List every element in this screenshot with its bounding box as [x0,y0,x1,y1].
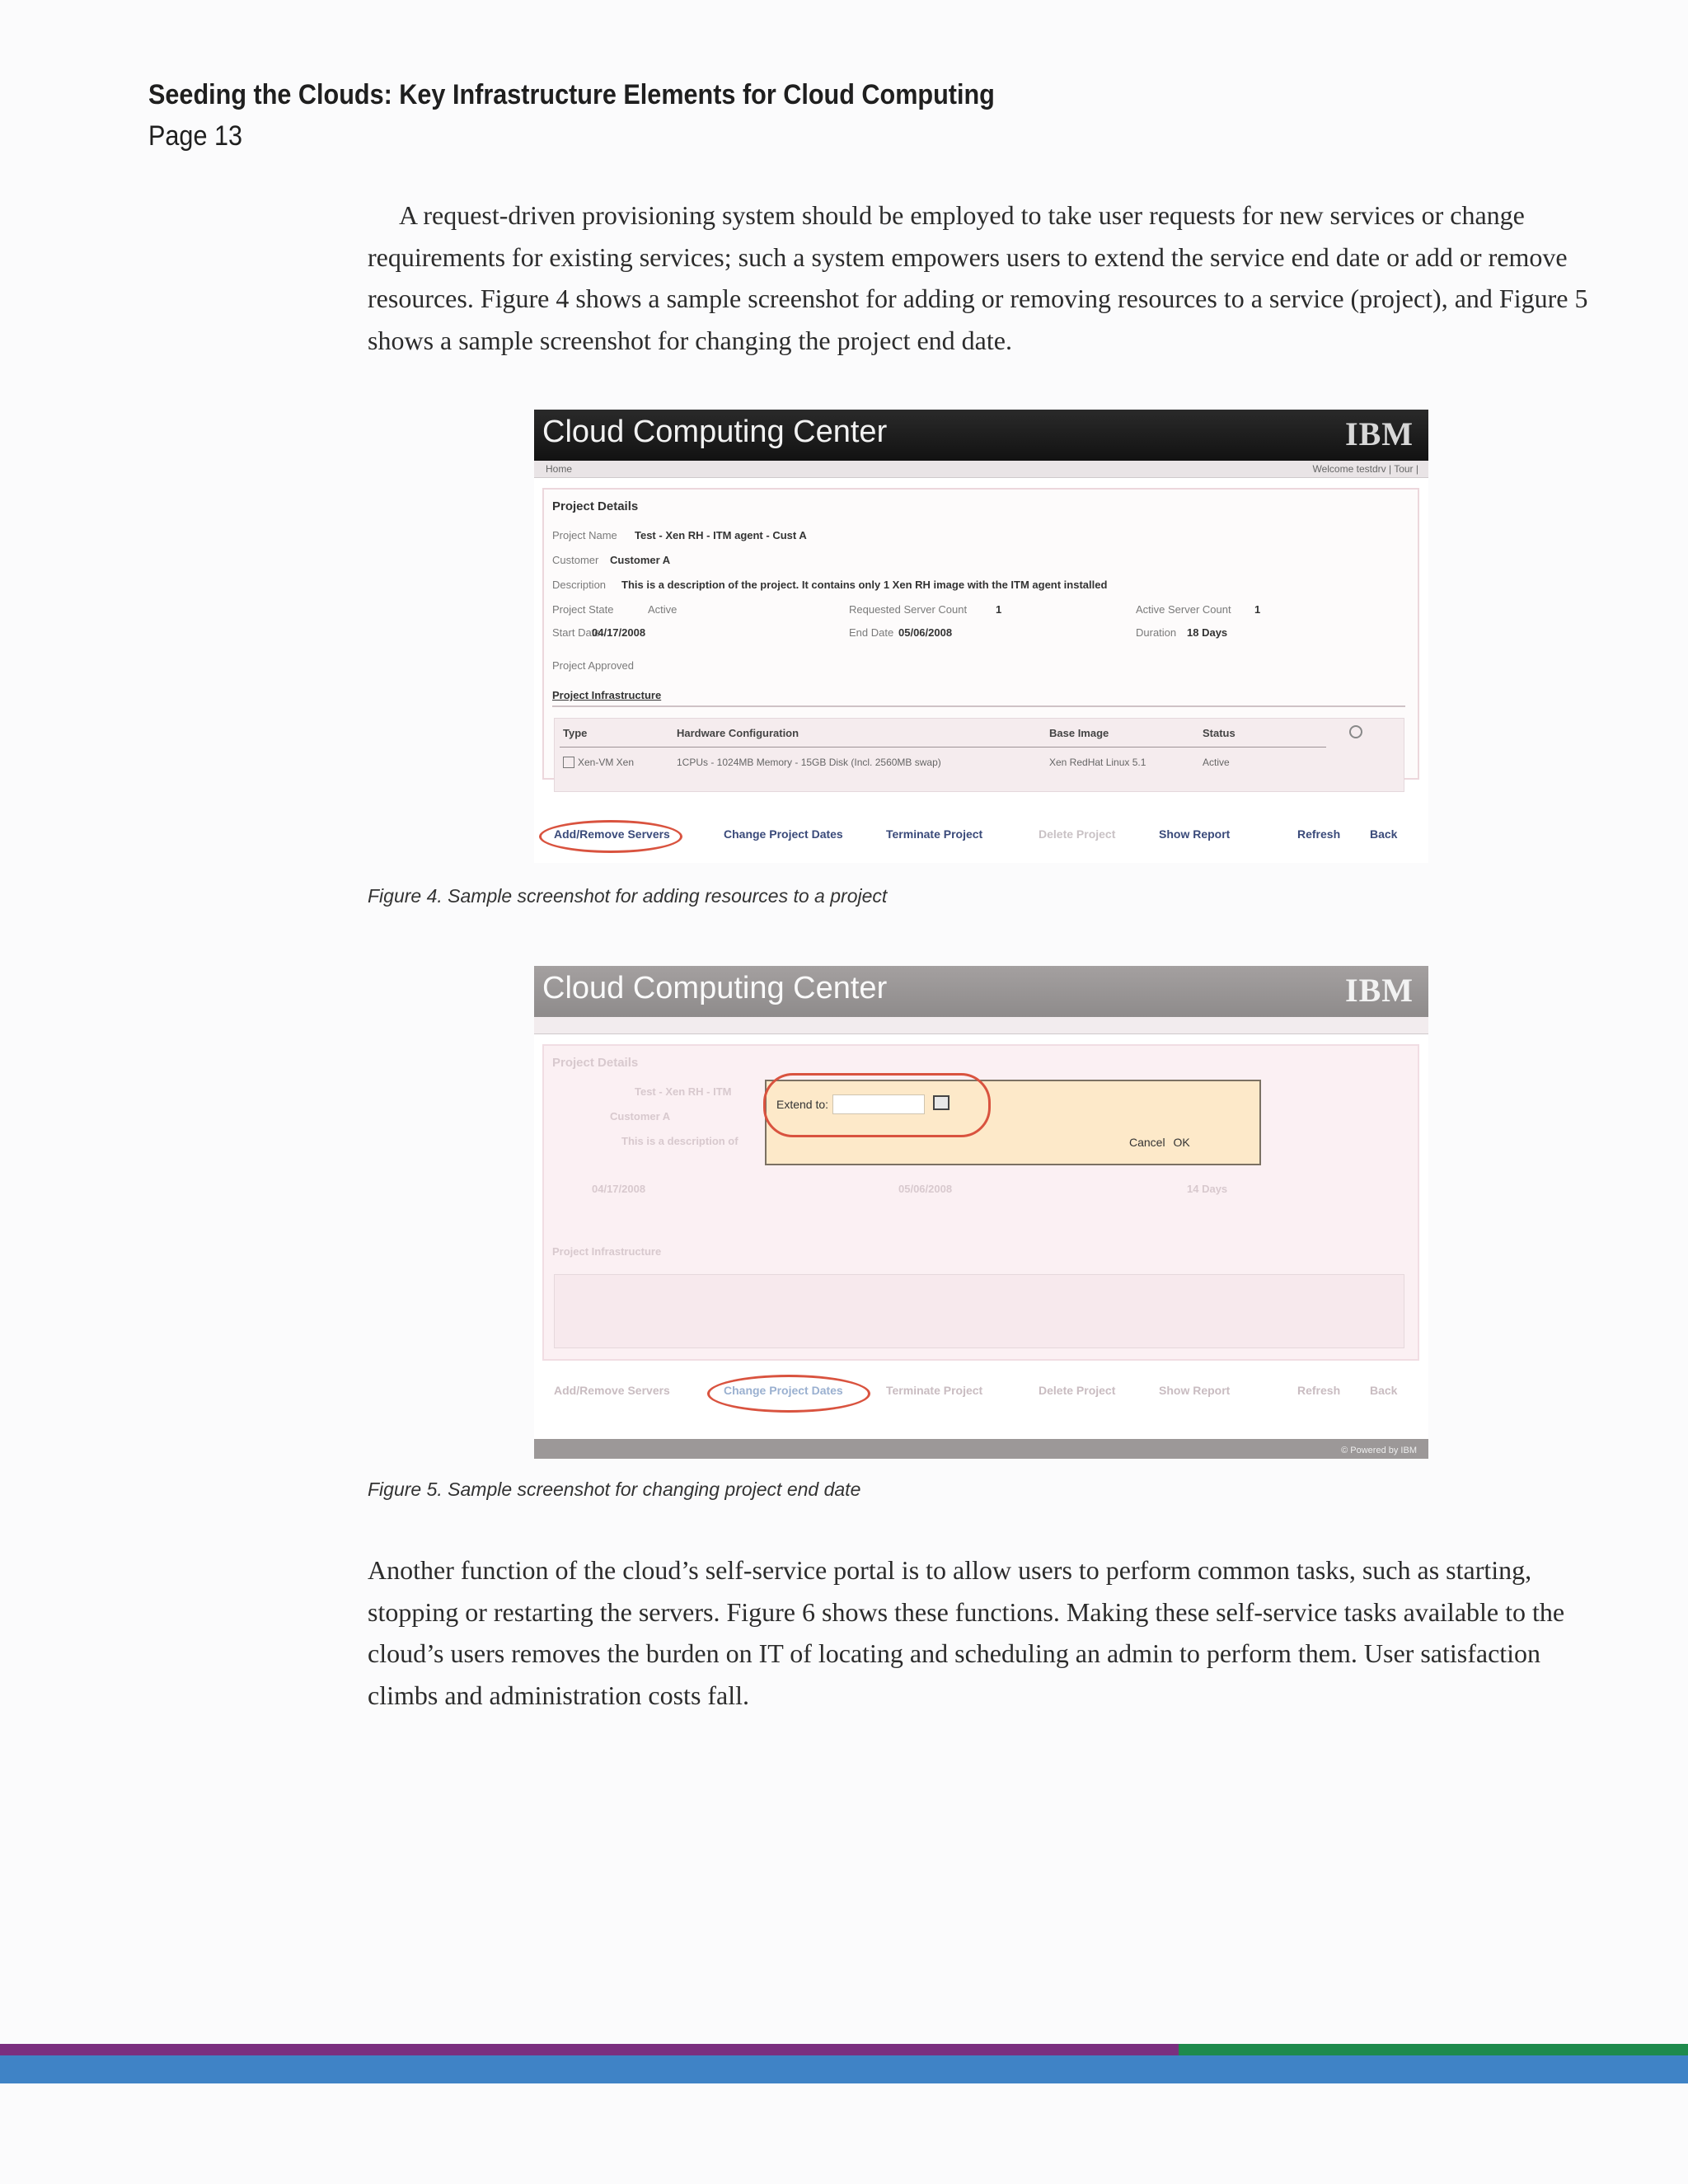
project-approved-status: Project Approved [552,659,635,672]
cell-base-image: Xen RedHat Linux 5.1 [1049,757,1146,768]
nav-subbar [534,461,1428,478]
back-link[interactable]: Back [1370,827,1398,841]
description-value: This is a description of [621,1135,738,1147]
ibm-logo: IBM [1345,415,1414,452]
project-name-value: Test - Xen RH - ITM agent - Cust A [635,529,807,541]
refresh-link[interactable]: Refresh [1297,827,1341,841]
cell-type: Xen-VM Xen [578,757,635,768]
duration-label: Duration [1136,626,1177,639]
project-name-value: Test - Xen RH - ITM [635,1085,732,1098]
refresh-link[interactable]: Refresh [1297,1384,1341,1397]
footer-bar [534,1439,1428,1459]
app-title: Cloud Computing Center [542,415,888,449]
back-link[interactable]: Back [1370,1384,1398,1397]
customer-label: Customer [552,554,599,566]
delete-project-link[interactable]: Delete Project [1039,827,1116,841]
header-divider [560,747,1326,748]
figure-5-caption: Figure 5. Sample screenshot for changing project end date [368,1479,861,1500]
document-title: Seeding the Clouds: Key Infrastructure Elements for Cloud Computing [148,79,995,110]
requested-count-label: Requested Server Count [849,603,968,616]
divider [552,705,1405,707]
figure-5-screenshot [534,966,1428,1459]
section-title: Project Details [552,499,639,513]
section-title: Project Details [552,1056,639,1070]
add-remove-servers-link[interactable]: Add/Remove Servers [554,827,670,841]
footer-stripe-blue [0,2055,1688,2083]
column-header: Status [1203,727,1236,739]
terminate-project-link[interactable]: Terminate Project [886,1384,983,1397]
footer-stripe-green [1179,2044,1688,2055]
description-value: This is a description of the project. It contains only 1 Xen RH image with the ITM agent installed [621,579,1108,591]
duration-value: 14 Days [1187,1183,1228,1195]
cancel-button[interactable]: Cancel [1129,1136,1165,1149]
cell-status: Active [1203,757,1230,768]
end-date-value: 05/06/2008 [898,626,953,639]
delete-project-link[interactable]: Delete Project [1039,1384,1116,1397]
state-label: Project State [552,603,614,616]
welcome-text: Welcome testdrv | Tour | [1312,463,1418,475]
start-date-value: 04/17/2008 [592,626,646,639]
highlight-circle [763,1073,991,1137]
change-project-dates-link[interactable]: Change Project Dates [724,1384,843,1397]
app-title-bar [534,966,1428,1017]
column-header: Type [563,727,588,739]
infrastructure-table [554,1274,1404,1348]
nav-subbar [534,1017,1428,1034]
description-label: Description [552,579,607,591]
add-remove-servers-link[interactable]: Add/Remove Servers [554,1384,670,1397]
column-header: Hardware Configuration [677,727,799,739]
start-date-value: 04/17/2008 [592,1183,646,1195]
infrastructure-table [554,718,1404,792]
state-value: Active [648,603,678,616]
extend-to-label: Extend to: [776,1098,829,1111]
row-checkbox[interactable] [563,757,574,768]
figure-4-caption: Figure 4. Sample screenshot for adding resources to a project [368,885,888,907]
change-project-dates-link[interactable]: Change Project Dates [724,827,843,841]
duration-value: 18 Days [1187,626,1228,639]
project-name-label: Project Name [552,529,617,541]
home-link[interactable]: Home [546,463,573,475]
requested-count-value: 1 [996,603,1002,616]
paragraph-intro: A request-driven provisioning system should be employed to take user requests for new services or change requirements for existing services; such a system empowers users to extend the service end date or add or remove resources. Figure 4 shows a sample screenshot for adding or removing resources to a service (project), and Figure 5 shows a sample screenshot for changing the project end date. [368,200,1588,355]
customer-value: Customer A [610,554,671,566]
active-count-value: 1 [1254,603,1261,616]
start-date-label: Start Date [552,626,601,639]
dialog-buttons [1129,1136,1190,1149]
terminate-project-link[interactable]: Terminate Project [886,827,983,841]
cell-hardware: 1CPUs - 1024MB Memory - 15GB Disk (Incl. 2560MB swap) [677,757,941,768]
footer-stripe-purple [0,2044,1179,2055]
settings-icon[interactable] [1349,725,1362,738]
page-number: Page 13 [148,120,243,152]
paragraph-self-service: Another function of the cloud’s self-service portal is to allow users to perform common tasks, such as starting, stopping or restarting the servers. Figure 6 shows these functions. Making these self-service tasks available to the cloud’s users removes the burden on IT of locating and scheduling an admin to perform them. User satisfaction climbs and administration costs fall. [368,1555,1565,1710]
infrastructure-title: Project Infrastructure [552,1245,662,1258]
footer-text: © Powered by IBM [1341,1446,1417,1455]
ibm-logo: IBM [1345,972,1414,1009]
show-report-link[interactable]: Show Report [1159,1384,1231,1397]
project-details-panel [542,488,1419,780]
end-date-value: 05/06/2008 [898,1183,953,1195]
active-count-label: Active Server Count [1136,603,1231,616]
show-report-link[interactable]: Show Report [1159,827,1231,841]
figure-4-screenshot [534,410,1428,863]
ok-button[interactable]: OK [1173,1136,1190,1149]
column-header: Base Image [1049,727,1109,739]
customer-value: Customer A [610,1110,671,1122]
app-title: Cloud Computing Center [542,971,888,1005]
infrastructure-title: Project Infrastructure [552,689,662,701]
end-date-label: End Date [849,626,894,639]
app-title-bar [534,410,1428,461]
